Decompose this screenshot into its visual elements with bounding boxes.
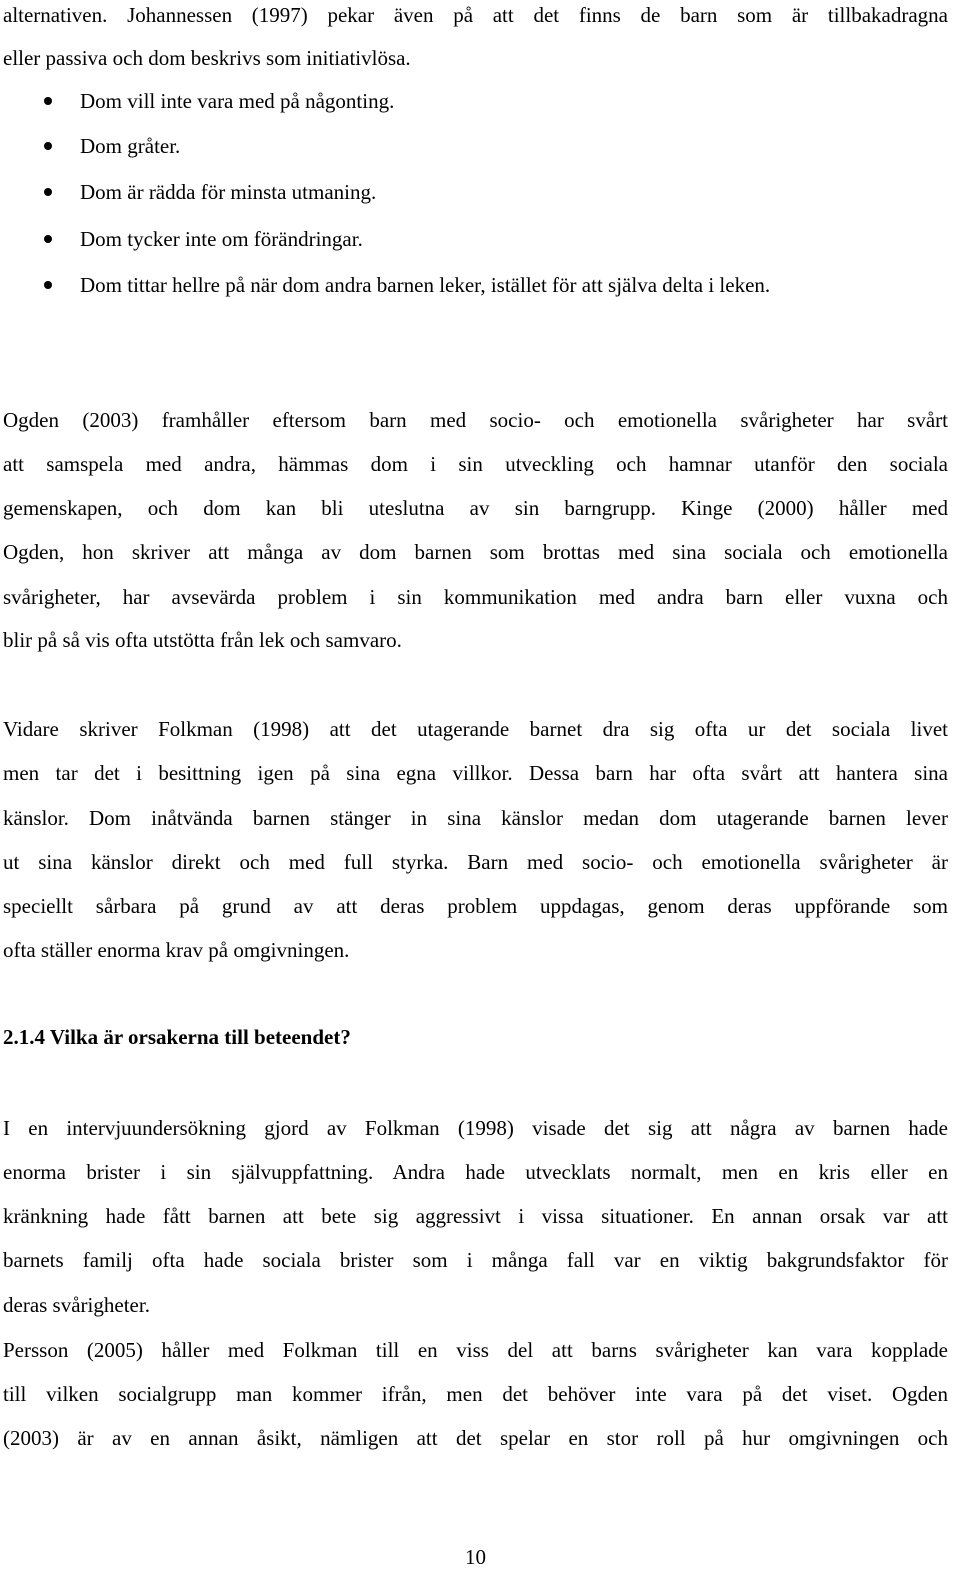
body-text-line: alternativen. Johannessen (1997) pekar även på att det finns de barn som är tillbakadragna (3, 3, 948, 27)
body-text-line: men tar det i besittning igen på sina egna villkor. Dessa barn har ofta svårt att hantera sina (3, 761, 948, 785)
body-text-line: Ogden (2003) framhåller eftersom barn med socio- och emotionella svårigheter har svårt (3, 408, 948, 432)
body-text-line: speciellt sårbara på grund av att deras problem uppdagas, genom deras uppförande som (3, 894, 948, 918)
body-text-line: känslor. Dom inåtvända barnen stänger in sina känslor medan dom utagerande barnen lever (3, 806, 948, 830)
body-text-line: svårigheter, har avsevärda problem i sin kommunikation med andra barn eller vuxna och (3, 585, 948, 609)
section-heading: 2.1.4 Vilka är orsakerna till beteendet? (3, 1025, 351, 1049)
body-text-line: Ogden, hon skriver att många av dom barnen som brottas med sina sociala och emotionella (3, 540, 948, 564)
page-number: 10 (465, 1545, 486, 1569)
body-text-line: Persson (2005) håller med Folkman till en viss del att barns svårigheter kan vara kopplade (3, 1338, 948, 1362)
bullet-icon (44, 281, 52, 289)
body-text-line: blir på så vis ofta utstötta från lek och samvaro. (3, 628, 402, 652)
bullet-icon (44, 235, 52, 243)
body-text-line: enorma brister i sin självuppfattning. Andra hade utvecklats normalt, men en kris eller en (3, 1160, 948, 1184)
body-text-line: deras svårigheter. (3, 1293, 150, 1317)
body-text-line: ofta ställer enorma krav på omgivningen. (3, 938, 350, 962)
bullet-icon (44, 142, 52, 150)
list-item-text: Dom är rädda för minsta utmaning. (80, 180, 377, 204)
body-text-line: till vilken socialgrupp man kommer ifrån, men det behöver inte vara på det viset. Ogden (3, 1382, 948, 1406)
body-text-line: eller passiva och dom beskrivs som initiativlösa. (3, 46, 411, 70)
bullet-icon (44, 188, 52, 196)
body-text-line: (2003) är av en annan åsikt, nämligen att det spelar en stor roll på hur omgivningen och (3, 1426, 948, 1450)
body-text-line: ut sina känslor direkt och med full styrka. Barn med socio- och emotionella svårigheter är (3, 850, 948, 874)
body-text-line: att samspela med andra, hämmas dom i sin utveckling och hamnar utanför den sociala (3, 452, 948, 476)
body-text-line: I en intervjuundersökning gjord av Folkman (1998) visade det sig att några av barnen hade (3, 1116, 948, 1140)
body-text-line: Vidare skriver Folkman (1998) att det utagerande barnet dra sig ofta ur det sociala livet (3, 717, 948, 741)
list-item-text: Dom tittar hellre på när dom andra barnen leker, istället för att själva delta i leken. (80, 273, 771, 297)
body-text-line: kränkning hade fått barnen att bete sig aggressivt i vissa situationer. En annan orsak var att (3, 1204, 948, 1228)
body-text-line: gemenskapen, och dom kan bli uteslutna av sin barngrupp. Kinge (2000) håller med (3, 496, 948, 520)
bullet-icon (44, 97, 52, 105)
body-text-line: barnets familj ofta hade sociala brister som i många fall var en viktig bakgrundsfaktor för (3, 1248, 948, 1272)
list-item-text: Dom vill inte vara med på någonting. (80, 89, 395, 113)
list-item-text: Dom gråter. (80, 134, 181, 158)
list-item-text: Dom tycker inte om förändringar. (80, 227, 363, 251)
